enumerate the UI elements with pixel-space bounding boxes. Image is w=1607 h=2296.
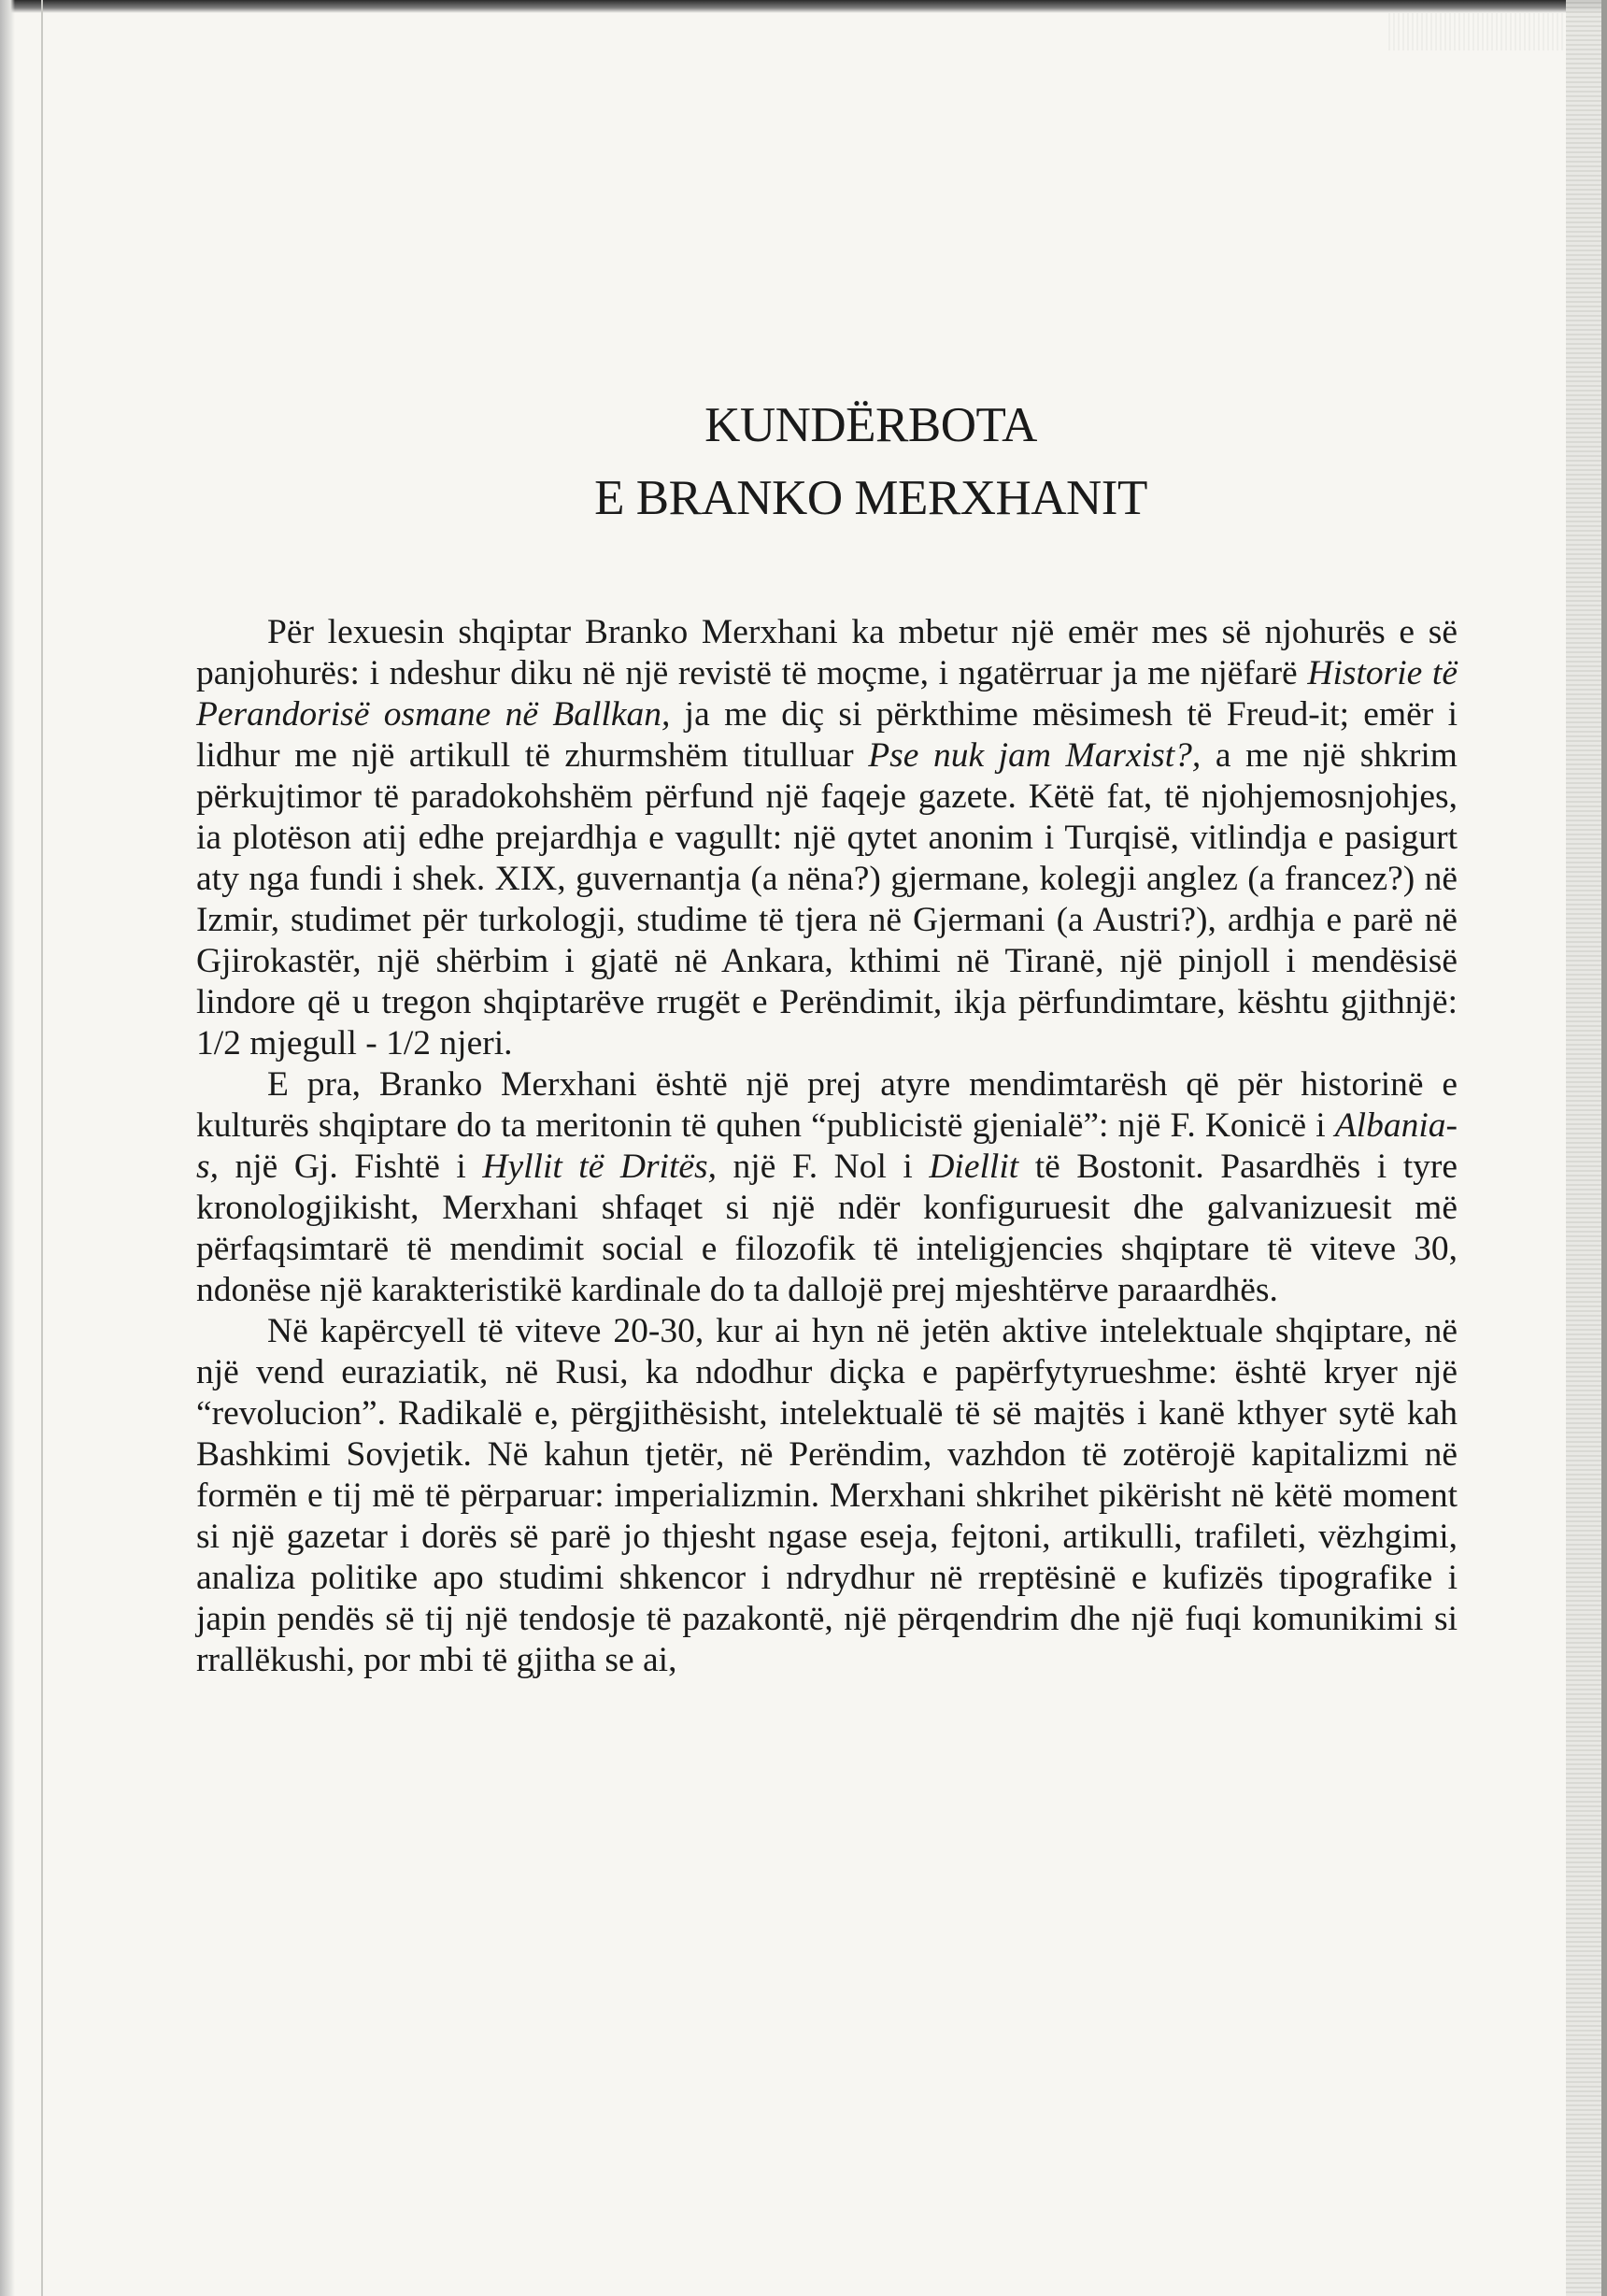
- page-title: [0, 389, 1607, 535]
- paragraph-text: Për lexuesin shqiptar Branko Merxhani ka mbetur një emër mes së njohurës e së panjohurës: i ndeshur diku në një revistë të moçme, i ngatërruar ja me njëfarë: [196, 613, 1458, 692]
- paragraph: [196, 612, 1458, 1064]
- scan-top-edge: [0, 0, 1607, 13]
- paragraph-text: të Bostonit. Pasardhës i tyre kronologjikisht, Merxhani shfaqet si një ndër konfiguruesit dhe galvanizuesit më përfaqsimtarë të mendimit social e filozofik të inteligjencies shqiptare të viteve 30, ndonëse një karakteristikë kardinale do ta dallojë prej mjeshtërve paraardhës.: [196, 1148, 1458, 1309]
- paragraph-text: një Gj. Fishtë i: [218, 1148, 483, 1186]
- paragraph-text: a me një shkrim përkujtimor të paradokohshëm përfund një faqeje gazete. Këtë fat, të njohjemosnjohjes, ia plotëson atij edhe prejardhja e vagullt: një qytet anonim i Turqisë, vitlindja e pasigurt aty nga fundi i shek. XIX, guvernantja (a nëna?) gjermane, kolegji anglez (a francez?) në Izmir, studimet për turkologji, studime të tjera në Gjermani (a Austri?), ardhja e parë në Gjirokastër, një shërbim i gjatë në Ankara, kthimi në Tiranë, një pinjoll i mendësisë lindore që u tregon shqiptarëve rrugët e Perëndimit, ikja përfundimtare, kështu gjithnjë: 1/2 mjegull - 1/2 njeri.: [196, 736, 1458, 1062]
- italic-title-reference: Albania-s,: [196, 1106, 1458, 1186]
- scan-left-edge: [0, 0, 15, 2296]
- scan-right-border: [1601, 0, 1607, 2296]
- scan-gutter-line: [41, 0, 43, 2296]
- paragraph: [196, 1064, 1458, 1311]
- paragraph-text: E pra, Branko Merxhani është një prej atyre mendimtarësh që për historinë e kulturës shqiptare do ta meritonin të quhen “publicistë gjenialë”: një F. Konicë i: [196, 1065, 1458, 1145]
- italic-title-reference: Hyllit të Dritës,: [482, 1148, 718, 1186]
- paragraph: [196, 1311, 1458, 1681]
- scan-noise: [1388, 13, 1566, 50]
- italic-title-reference: Diellit: [929, 1148, 1019, 1186]
- paragraph-text: një F. Nol i: [717, 1148, 930, 1186]
- italic-title-reference: Historie të Perandorisë osmane në Ballkan,: [196, 654, 1458, 734]
- title-line-1: KUNDËRBOTA: [704, 398, 1037, 453]
- paragraph-text: Në kapërcyell të viteve 20-30, kur ai hyn në jetën aktive intelektuale shqiptare, në një vend euraziatik, në Rusi, ka ndodhur diçka e papërfytyrueshme: është kryer një “revolucion”. Radikalë e, përgjithësisht, intelektualë të së majtës i kanë kthyer sytë kah Bashkimi Sovjetik. Në kahun tjetër, në Perëndim, vazhdon të zotërojë kapitalizmi në formën e tij më të përparuar: imperializmin. Merxhani shkrihet pikërisht në këtë moment si një gazetar i dorës së parë jo thjesht ngase eseja, fejtoni, artikulli, trafileti, vëzhgimi, analiza politike apo studimi shkencor i ndrydhur në rreptësinë e kufizës tipografike i japin pendës së tij një tendosje të pazakontë, një përqendrim dhe një fuqi komunikimi si rrallëkushi, por mbi të gjitha se ai,: [196, 1312, 1458, 1679]
- paragraph-text: ja me diç si përkthime mësimesh të Freud-it; emër i lidhur me një artikull të zhurmshëm titulluar: [196, 695, 1458, 775]
- article-body: [196, 612, 1458, 1681]
- italic-title-reference: Pse nuk jam Marxist?,: [868, 736, 1202, 775]
- title-line-2: E BRANKO MERXHANIT: [594, 471, 1147, 526]
